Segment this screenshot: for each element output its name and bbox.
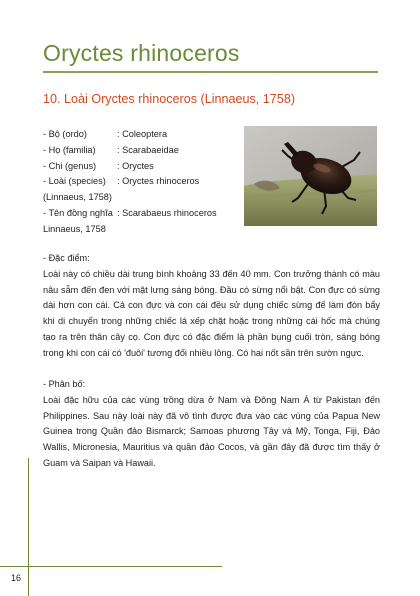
margin-vertical-rule [28, 458, 29, 596]
classification-label: (Linnaeus, 1758) [43, 192, 112, 203]
classification-value: : Oryctes [117, 160, 154, 171]
classification-row [43, 174, 238, 190]
classification-label: - Chi (genus) [43, 160, 97, 171]
classification-label: - Loài (species) [43, 176, 106, 187]
classification-label: - Bộ (ordo) [43, 129, 87, 139]
description-section [43, 251, 380, 362]
classification-row [43, 222, 238, 238]
classification-row [43, 159, 238, 175]
beetle-photo [244, 126, 377, 226]
description-text: Loài này có chiều dài trung bình khoảng 33 đến 40 mm. Con trưởng thành có màu nâu sẫm đến đen với mặt lưng sáng bóng. Đầu có sừng nổi bật. Con đực có sừng dài hơn con cái. Cả con đực và con cái đều sử dụng chiếc sừng để làm đòn bẩy khi di chuyển trong những chiếc lá xếp chặt hoặc trong những cái hốc mà chúng tạo ra trên thân cây cọ. Con đực có đặc điểm là phần bụng cuối tròn, sáng bóng trong khi con cái có 'đuôi' tương đối nhiều lông. Có hai nốt sần trên sườn ngực. [43, 268, 380, 358]
classification-label: Linnaeus, 1758 [43, 223, 106, 234]
footer-rule [0, 566, 222, 567]
classification-value: : Oryctes rhinoceros [117, 176, 200, 187]
classification-row [43, 206, 238, 222]
classification-value: : Coleoptera [117, 129, 168, 139]
page-number: 16 [11, 573, 22, 583]
distribution-section [43, 377, 380, 472]
classification-list [43, 127, 238, 238]
classification-label: - Họ (familia) [43, 144, 96, 155]
distribution-heading: - Phân bố: [43, 379, 86, 389]
classification-label: - Tên đồng nghĩa [43, 207, 113, 218]
page-title: Oryctes rhinoceros [43, 40, 240, 66]
title-divider [43, 71, 378, 73]
classification-value: : Scarabaeus rhinoceros [117, 207, 217, 218]
classification-row [43, 127, 238, 143]
classification-value: : Scarabaeidae [117, 144, 179, 155]
description-heading: - Đặc điểm: [43, 253, 90, 263]
distribution-text: Loài đặc hữu của các vùng trồng dừa ở Nam và Đông Nam Á từ Pakistan đến Philippines. Sau này loài này đã vô tình được đưa vào các vùng của Papua New Guinea trong Quần đảo Bismarck; Samoas phương Tây và Mỹ, Tonga, Fiji, Đảo Wallis, Micronesia, Mauritius và quần đảo Cocos, và gần đây đã được tìm thấy ở Guam và Saipan và Hawaii. [43, 394, 380, 468]
classification-row [43, 190, 238, 206]
species-heading: 10. Loài Oryctes rhinoceros (Linnaeus, 1758) [43, 92, 296, 106]
classification-row [43, 143, 238, 159]
